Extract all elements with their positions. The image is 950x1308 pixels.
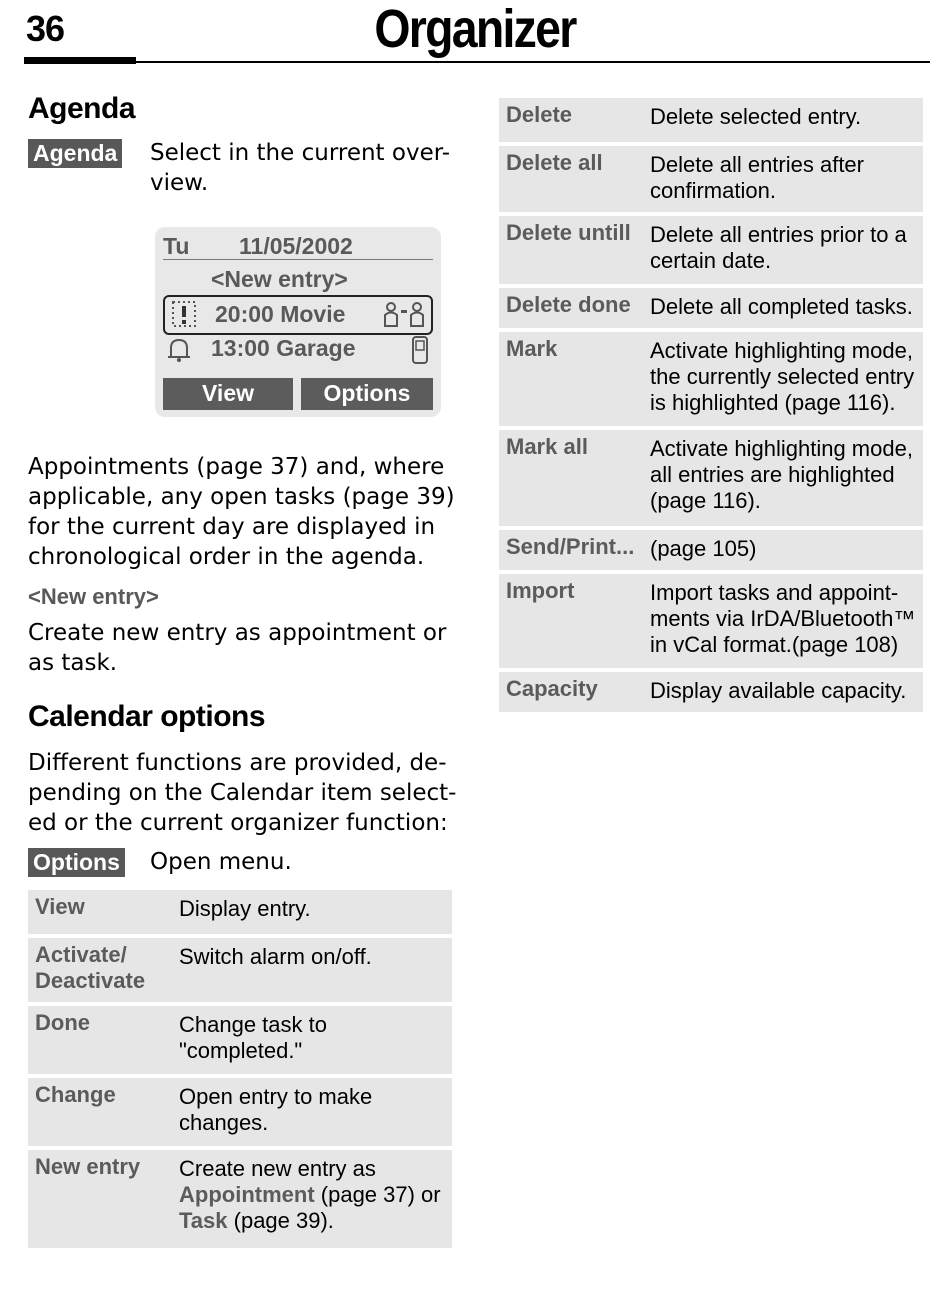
option-description-line: changes. xyxy=(179,1110,269,1135)
phone-new-entry-row xyxy=(163,265,433,295)
option-description xyxy=(650,338,914,416)
option-description-line: is highlighted (page 116). xyxy=(650,390,896,415)
option-description-line xyxy=(179,1208,441,1234)
option-label-line: Delete xyxy=(506,102,573,127)
option-description-line: Import tasks and appoint- xyxy=(650,580,899,605)
option-description xyxy=(179,896,311,922)
option-description xyxy=(650,678,906,704)
agenda-paragraph-line: applicable, any open tasks (page 39) xyxy=(28,484,455,510)
option-description xyxy=(179,1156,441,1234)
option-description xyxy=(179,1084,372,1136)
option-label-line: Mark xyxy=(506,336,558,361)
option-description xyxy=(650,536,756,562)
agenda-paragraph xyxy=(28,452,468,572)
option-description-line: Delete all entries after xyxy=(650,152,864,177)
table-row xyxy=(499,288,923,328)
option-label xyxy=(506,150,603,176)
option-description-rest: (page 37) or xyxy=(314,1182,441,1207)
agenda-softkey-desc-line: view. xyxy=(150,170,209,196)
option-description-line: ments via IrDA/Bluetooth™ xyxy=(650,606,916,631)
calendar-options-heading: Calendar options xyxy=(28,700,266,733)
table-row xyxy=(499,216,923,284)
table-row xyxy=(28,1006,452,1074)
task-icon xyxy=(171,300,197,328)
option-label-line: Capacity xyxy=(506,676,598,701)
phone-entry-1: 20:00 Movie xyxy=(215,301,346,327)
option-label-line: Mark all xyxy=(506,434,588,459)
option-label-line: View xyxy=(35,894,85,919)
option-label xyxy=(506,434,588,460)
option-description-line: Display entry. xyxy=(179,896,311,921)
agenda-softkey: Agenda xyxy=(28,139,122,168)
option-description-line: the currently selected entry xyxy=(650,364,915,389)
option-description-line xyxy=(179,1182,441,1208)
table-row xyxy=(499,430,923,526)
option-description xyxy=(179,1012,327,1064)
table-row xyxy=(499,672,923,712)
option-description xyxy=(650,222,907,274)
agenda-softkey-desc xyxy=(150,138,450,198)
option-description-line: Delete all entries prior to a xyxy=(650,222,907,247)
header-rule xyxy=(24,61,930,63)
page-title: Organizer xyxy=(374,0,576,59)
option-label-line: New entry xyxy=(35,1154,141,1179)
option-description-line: Activate highlighting mode, xyxy=(650,436,913,461)
option-label xyxy=(35,1010,90,1036)
option-description-line: Open entry to make xyxy=(179,1084,373,1109)
phone-options-softkey[interactable]: Options xyxy=(301,378,433,410)
options-softkey: Options xyxy=(28,848,125,877)
phone-softkeys xyxy=(163,378,433,410)
option-description-line: (page 105) xyxy=(650,536,757,561)
option-label xyxy=(35,1154,140,1180)
calendar-options-paragraph-line: ed or the current organizer function: xyxy=(28,810,448,836)
option-description xyxy=(179,944,372,970)
option-description-line: (page 116). xyxy=(650,488,761,513)
new-entry-paragraph-line: Create new entry as appointment or xyxy=(28,620,447,646)
table-row xyxy=(28,1078,452,1146)
page-number: 36 xyxy=(26,8,65,49)
table-row xyxy=(28,1150,452,1248)
calendar-options-paragraph-line: pending on the Calendar item select- xyxy=(28,780,457,806)
option-description-rest: (page 39). xyxy=(227,1208,334,1233)
agenda-softkey-desc-line: Select in the current over- xyxy=(150,140,450,166)
table-row xyxy=(28,890,452,934)
agenda-heading: Agenda xyxy=(28,92,136,125)
phone-entry-row-2 xyxy=(163,335,433,365)
phone-date-row xyxy=(163,231,433,260)
option-description-line: Switch alarm on/off. xyxy=(179,944,372,969)
option-link-term: Task xyxy=(179,1208,228,1233)
table-row xyxy=(28,938,452,1002)
option-label-line: Import xyxy=(506,578,575,603)
option-label-line: Delete all xyxy=(506,150,603,175)
agenda-paragraph-line: chronological order in the agenda. xyxy=(28,544,425,570)
option-description-line: confirmation. xyxy=(650,178,776,203)
option-description-line: Delete selected entry. xyxy=(650,104,862,129)
option-label-line: Send/Print... xyxy=(506,534,635,559)
option-link-term: Appointment xyxy=(179,1182,315,1207)
phone-entry-2: 13:00 Garage xyxy=(211,335,356,361)
option-description-line: in vCal format.(page 108) xyxy=(650,632,899,657)
option-description-line: Delete all completed tasks. xyxy=(650,294,913,319)
new-entry-label: <New entry> xyxy=(28,584,159,609)
table-row xyxy=(499,98,923,142)
calendar-options-paragraph-line: Different functions are provided, de- xyxy=(28,750,447,776)
option-description xyxy=(650,294,913,320)
option-label xyxy=(506,292,631,318)
calendar-options-paragraph xyxy=(28,748,468,838)
phone-view-softkey[interactable]: View xyxy=(163,378,293,410)
option-label xyxy=(506,534,634,560)
option-description-line: certain date. xyxy=(650,248,772,273)
option-label-line: Change xyxy=(35,1082,116,1107)
phone-selected-entry xyxy=(163,295,433,335)
option-description-line: Change task to xyxy=(179,1012,327,1037)
option-description-line: Activate highlighting mode, xyxy=(650,338,913,363)
option-description xyxy=(650,152,864,204)
table-row xyxy=(499,146,923,212)
option-label xyxy=(506,676,598,702)
new-entry-paragraph-line: as task. xyxy=(28,650,118,676)
phone-new-entry: <New entry> xyxy=(211,266,348,292)
option-description-line: "completed." xyxy=(179,1038,303,1063)
option-description xyxy=(650,580,915,658)
phone-icon xyxy=(411,335,429,365)
bell-icon xyxy=(165,337,193,363)
option-description xyxy=(650,436,913,514)
option-label-line: Deactivate xyxy=(35,968,146,993)
option-label xyxy=(506,336,557,362)
option-label xyxy=(506,220,631,246)
options-softkey-desc: Open menu. xyxy=(150,849,292,875)
option-label-line: Activate/ xyxy=(35,942,127,967)
table-row xyxy=(499,530,923,570)
option-description xyxy=(650,104,861,130)
option-label xyxy=(35,942,145,994)
phone-date: 11/05/2002 xyxy=(239,233,353,259)
option-label-line: Done xyxy=(35,1010,90,1035)
option-label-line: Delete done xyxy=(506,292,631,317)
table-row xyxy=(499,574,923,668)
option-label xyxy=(506,578,574,604)
option-label xyxy=(506,102,572,128)
agenda-paragraph-line: for the current day are displayed in xyxy=(28,514,436,540)
new-entry-paragraph xyxy=(28,618,468,678)
option-description-line: all entries are highlighted xyxy=(650,462,895,487)
meeting-icon xyxy=(381,300,427,328)
option-label-line: Delete untill xyxy=(506,220,631,245)
option-description-line: Display available capacity. xyxy=(650,678,907,703)
option-description-line: Create new entry as xyxy=(179,1156,376,1181)
option-label xyxy=(35,894,85,920)
option-label xyxy=(35,1082,116,1108)
table-row xyxy=(499,332,923,426)
agenda-paragraph-line: Appointments (page 37) and, where xyxy=(28,454,445,480)
phone-day: Tu xyxy=(163,233,190,259)
phone-display xyxy=(155,227,441,417)
